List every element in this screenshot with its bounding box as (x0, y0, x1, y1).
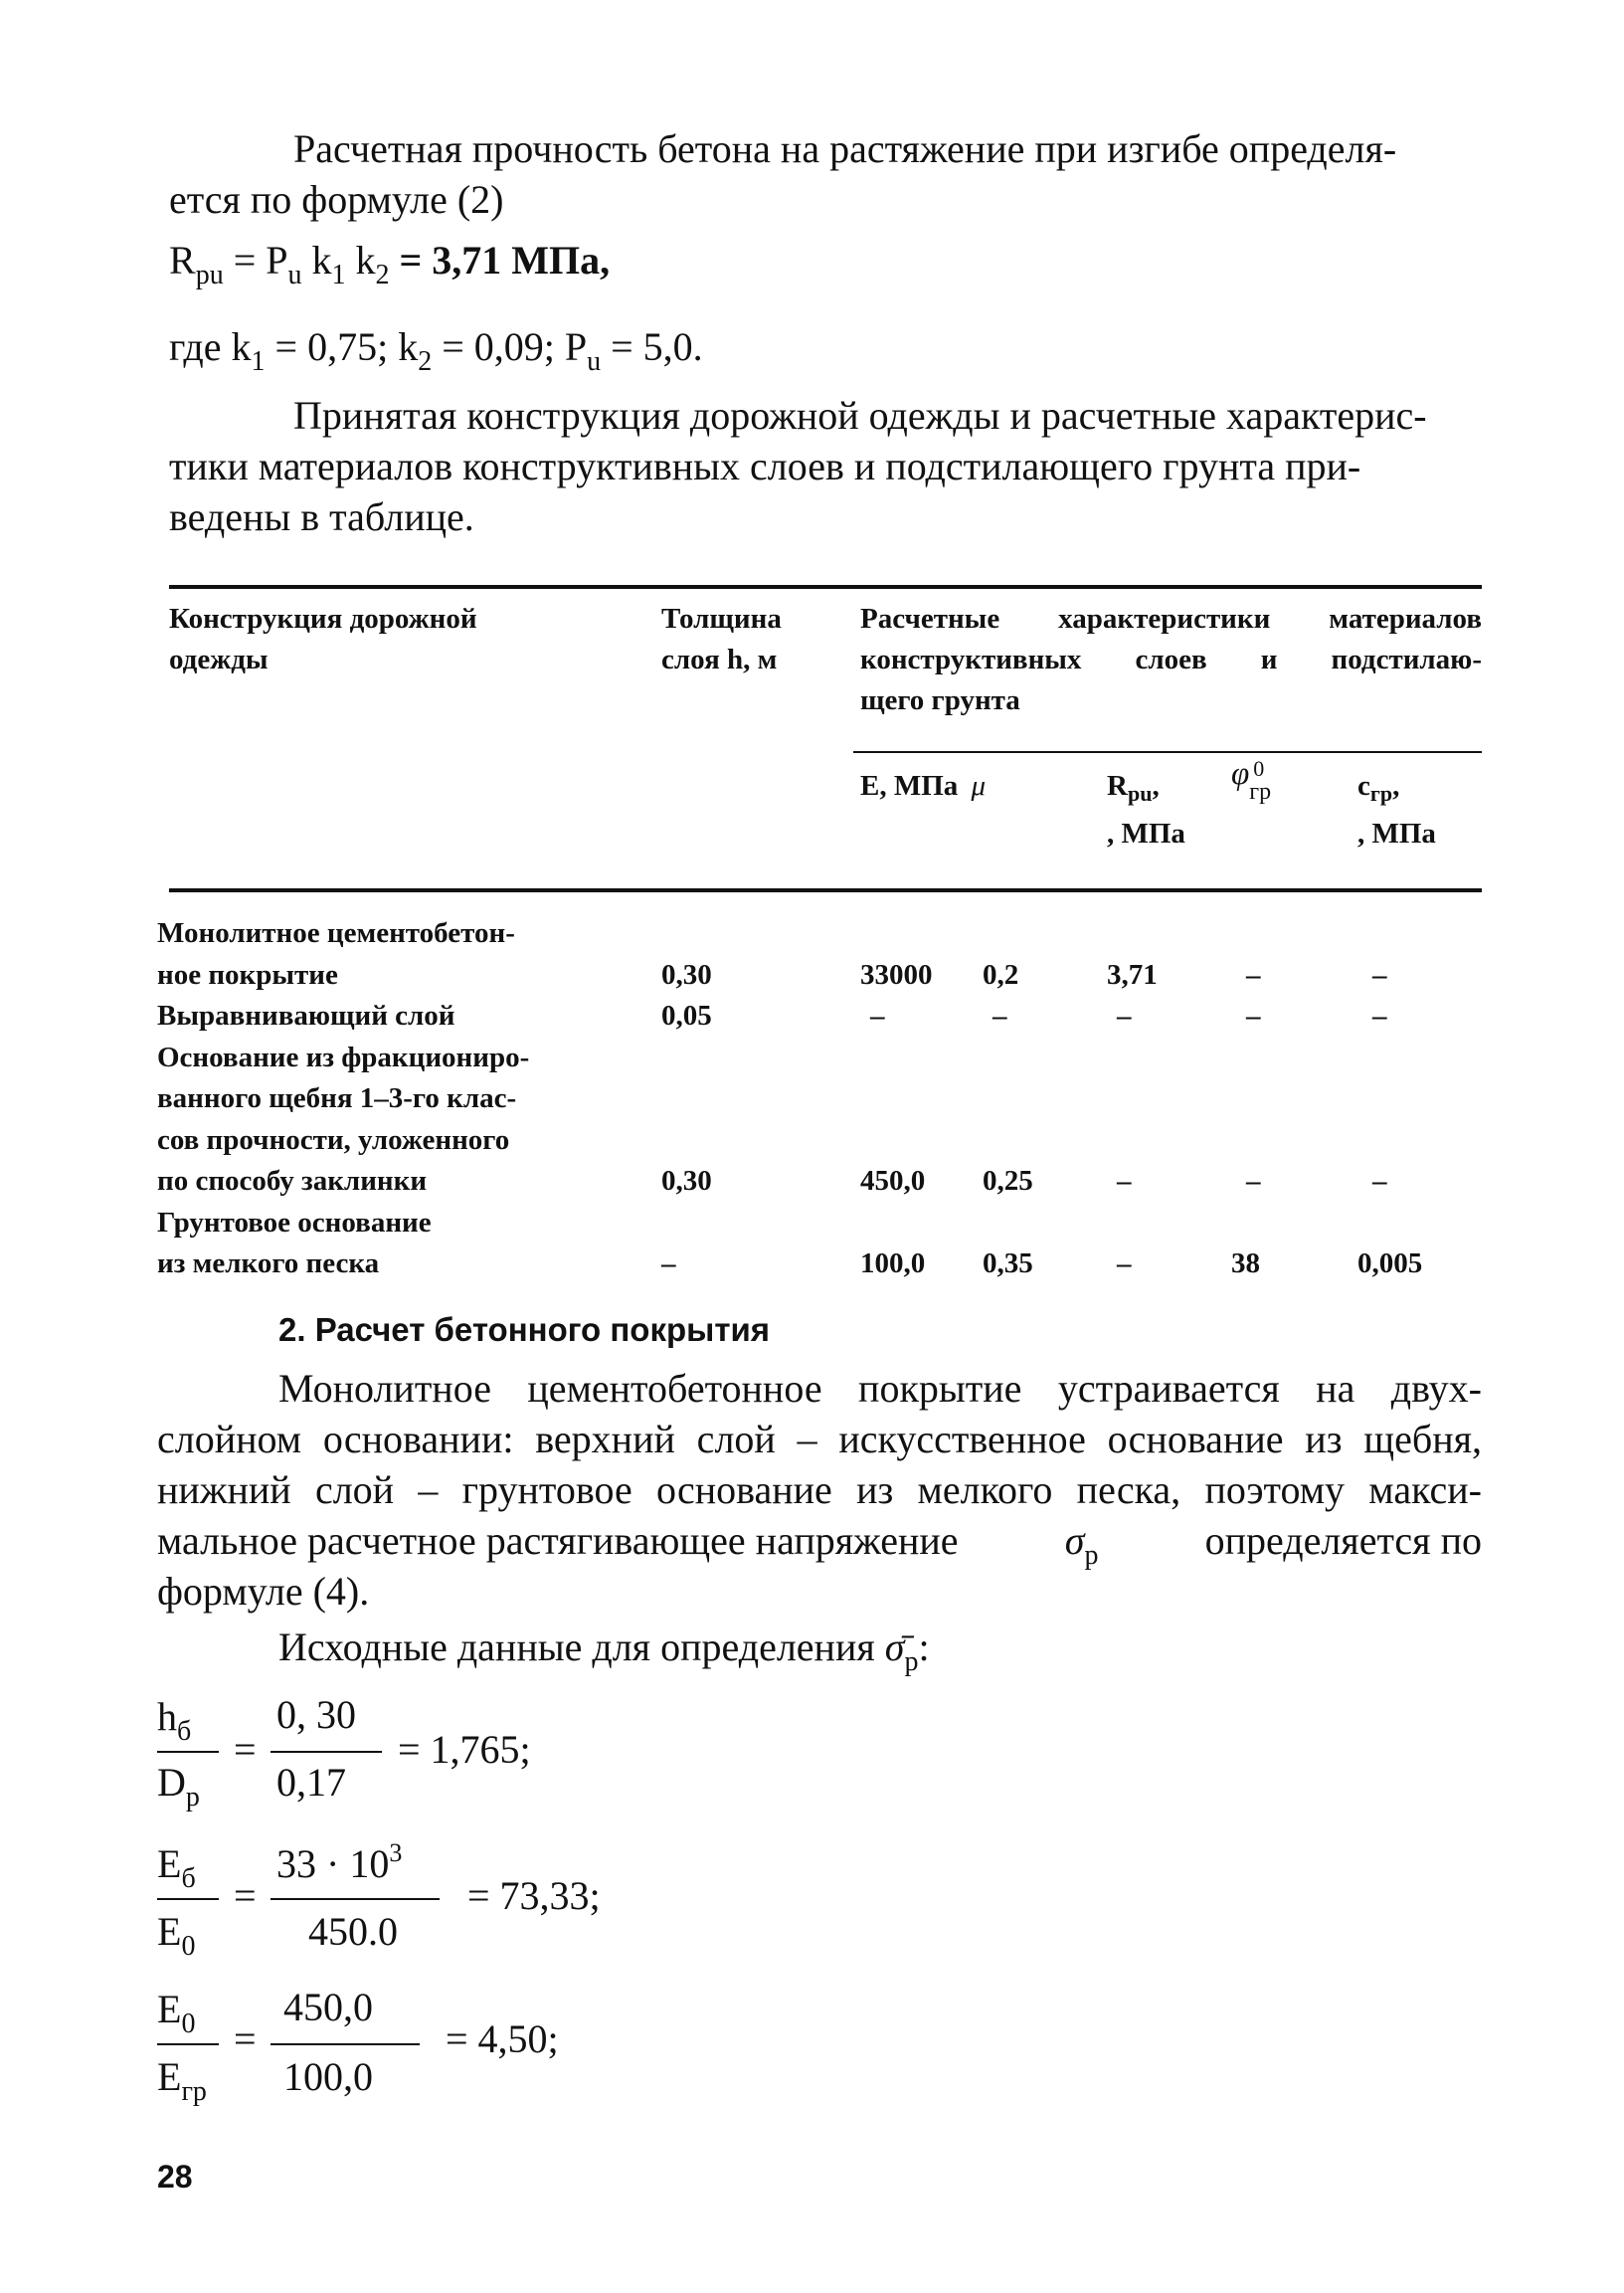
table-header-construction: Конструкция дорожной одежды (169, 603, 477, 675)
table-row-2-mu: 0,25 (983, 1165, 1033, 1197)
section-heading: 2. Расчет бетонного покрытия (278, 1311, 771, 1348)
paragraph2-line1: Принятая конструкция дорожной одежды и расчетные характерис- (293, 393, 1427, 438)
table-row-1-c: – (1372, 1000, 1387, 1032)
table-header-thickness: Толщина слоя h, м (661, 603, 782, 675)
fraction2-lhs-num: $E_б$ (157, 1841, 196, 1894)
table-row-1-e: – (870, 1000, 885, 1032)
table-row-0-name-line-0: Монолитное цементобетон- (157, 917, 515, 949)
fraction1-lhs-den: $D_р$ (157, 1760, 200, 1813)
fraction3-lhs-den: $E_{гр}$ (157, 2054, 207, 2107)
table-subheader-rpu: $R_{pu}$, , МПа (1107, 770, 1185, 850)
table-subheader-phi: φ 0 гр (1231, 756, 1272, 805)
table-row-2-name-line-1: ванного щебня 1–3-го клас- (157, 1082, 517, 1114)
table-row-3-mu: 0,35 (983, 1247, 1033, 1279)
table-row-1-phi: – (1246, 1000, 1261, 1032)
fraction3-rhs-bar (271, 2043, 420, 2045)
table-row-1-rpu: – (1117, 1000, 1132, 1032)
table-row-0-phi: – (1246, 958, 1261, 991)
table-row-3-phi: 38 (1231, 1247, 1260, 1279)
table-row-0-rpu: 3,71 (1107, 958, 1158, 991)
table-subheader-e: E, МПа μ (860, 770, 987, 802)
table-top-rule (169, 585, 1482, 589)
table-subheader-rule (853, 751, 1482, 753)
fraction3-lhs-bar (157, 2043, 219, 2045)
table-row-0-name-line-1: ное покрытие (157, 958, 338, 991)
section-line2: слойном основании: верхний слой – искусственное основание из щебня, (157, 1417, 1482, 1461)
formula-rpu: $R_{pu} = P_u$ $k_1$ $k_2 = 3,71$ МПа, (169, 238, 611, 290)
section-line3: нижний слой – грунтовое основание из мелкого песка, поэтому макси- (157, 1467, 1482, 1512)
fraction1-rhs-bar (271, 1751, 382, 1753)
table-row-2-name-line-3: по способу заклинки (157, 1165, 428, 1197)
table-row-2-e: 450,0 (860, 1165, 926, 1197)
table-row-3-name-line-0: Грунтовое основание (157, 1206, 432, 1239)
fraction2-lhs-den: $E_0$ (157, 1909, 196, 1962)
table-row-2-c: – (1372, 1165, 1387, 1197)
fraction2-eq: = (234, 1873, 257, 1918)
section-line1: Монолитное цементобетонное покрытие устраивается на двух- (278, 1366, 1482, 1411)
fraction3-rhs-num: 450,0 (283, 1985, 373, 2029)
table-subheader-c: $c_{гр}$, , МПа (1357, 770, 1436, 850)
table-row-0-c: – (1372, 958, 1387, 991)
table-row-2-phi: – (1246, 1165, 1261, 1197)
fraction2-rhs-den: 450.0 (308, 1909, 398, 1954)
table-row-3-e: 100,0 (860, 1247, 926, 1279)
fraction2-result: = 73,33; (467, 1873, 601, 1918)
fraction1-lhs-bar (157, 1751, 219, 1753)
fraction2-rhs-num: $33 \cdot 10^3$ (276, 1838, 403, 1886)
table-row-0-h: 0,30 (661, 958, 712, 991)
fraction3-result: = 4,50; (446, 2016, 559, 2061)
fraction3-rhs-den: 100,0 (283, 2054, 373, 2099)
table-row-3-rpu: – (1117, 1247, 1132, 1279)
fraction1-rhs-num: 0, 30 (276, 1692, 356, 1737)
table-row-3-c: 0,005 (1357, 1247, 1423, 1279)
fraction2-rhs-bar (271, 1898, 440, 1900)
fraction3-lhs-num: $E_0$ (157, 1987, 196, 2039)
fraction1-lhs-num: $h_б$ (157, 1694, 192, 1747)
paragraph1-line2: ется по формуле (2) (169, 177, 504, 222)
table-row-1-h: 0,05 (661, 1000, 712, 1032)
table-header-characteristics: Расчетные характеристики материалов конструктивных слоев и подстилаю- щего грунта (860, 603, 1482, 716)
fraction2-lhs-bar (157, 1898, 219, 1900)
table-row-2-name-line-0: Основание из фракциониро- (157, 1041, 530, 1073)
fraction1-rhs-den: 0,17 (276, 1760, 346, 1805)
table-row-2-h: 0,30 (661, 1165, 712, 1197)
fraction1-result: = 1,765; (398, 1727, 531, 1772)
table-row-2-rpu: – (1117, 1165, 1132, 1197)
table-row-1-mu: – (992, 1000, 1007, 1032)
table-row-0-mu: 0,2 (983, 958, 1019, 991)
table-header-bottom-rule (169, 888, 1482, 892)
paragraph2-line3: ведены в таблице. (169, 494, 474, 539)
fraction3-eq: = (234, 2016, 257, 2061)
initial-data-line: Исходные данные для определения $\sigmā_р$: (278, 1624, 930, 1677)
fraction1-eq: = (234, 1727, 257, 1772)
section-line5: формуле (4). (157, 1569, 370, 1614)
paragraph2-line2: тики материалов конструктивных слоев и подстилающего грунта при- (169, 444, 1361, 488)
table-row-1-name-line-0: Выравнивающий слой (157, 1000, 455, 1032)
formula-where-line: где $k_1 = 0,75$; $k_2 = 0,09$; $P_u = 5,0$. (169, 324, 703, 377)
table-row-0-e: 33000 (860, 958, 933, 991)
paragraph1-line1: Расчетная прочность бетона на растяжение при изгибе определя- (293, 126, 1397, 171)
section-line4: мальное расчетное растягивающее напряжение $\sigma_р$ определяется по (157, 1518, 1482, 1571)
table-row-3-h: – (661, 1247, 676, 1279)
table-row-2-name-line-2: сов прочности, уложенного (157, 1123, 510, 1156)
page-number: 28 (157, 2159, 193, 2195)
table-row-3-name-line-1: из мелкого песка (157, 1247, 380, 1279)
